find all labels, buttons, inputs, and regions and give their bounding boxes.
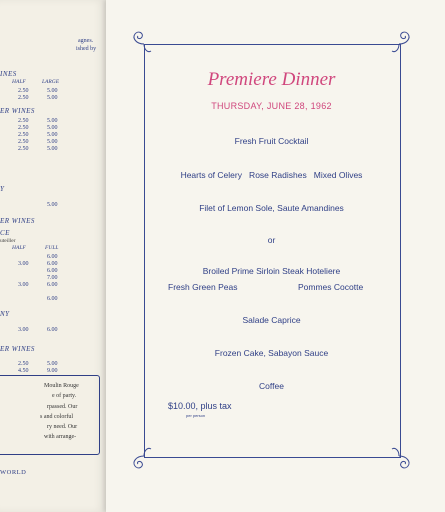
wine-price: 5.00 xyxy=(47,202,58,208)
menu-item: Fresh Fruit Cocktail xyxy=(234,136,309,146)
corner-flourish-top-right xyxy=(385,26,417,58)
corner-flourish-bottom-right xyxy=(385,442,417,474)
wine-price: 5.00 xyxy=(47,118,58,124)
wine-list-text: ished by xyxy=(76,46,97,52)
wine-price: 7.00 xyxy=(47,275,58,281)
menu-price: $10.00, plus tax xyxy=(168,401,232,411)
wine-price: 4.50 xyxy=(18,368,29,374)
wine-price: 2.50 xyxy=(18,146,29,152)
col-large-header: LARGE xyxy=(42,79,60,85)
wine-price: 3.00 xyxy=(18,327,29,333)
wine-price: 2.50 xyxy=(18,118,29,124)
wine-price: 5.00 xyxy=(47,88,58,94)
wine-list-heading: Y xyxy=(0,185,5,193)
promo-text: Moulin Rouge xyxy=(44,383,79,389)
wine-price: 5.00 xyxy=(47,95,58,101)
wine-price: 3.00 xyxy=(18,282,29,288)
wine-price: 5.00 xyxy=(47,125,58,131)
menu-item: Salade Caprice xyxy=(242,315,301,325)
promo-text: e of party. xyxy=(52,393,77,399)
wine-price: 6.00 xyxy=(47,296,58,302)
wine-price: 2.50 xyxy=(18,139,29,145)
wine-price: 3.00 xyxy=(18,261,29,267)
wine-price: 6.00 xyxy=(47,282,58,288)
promo-text: with arrange- xyxy=(44,434,77,440)
menu-item: Hearts of Celery Rose Radishes Mixed Olives xyxy=(180,170,363,180)
menu-title: Premiere Dinner xyxy=(207,69,336,90)
left-wine-list-panel xyxy=(0,0,107,512)
wine-list-note: uteiller xyxy=(0,238,16,244)
wine-price: 6.00 xyxy=(47,327,58,333)
wine-price: 9.00 xyxy=(47,368,58,374)
wine-price: 5.00 xyxy=(47,139,58,145)
wine-price: 5.00 xyxy=(47,146,58,152)
menu-date: THURSDAY, JUNE 28, 1962 xyxy=(211,101,332,111)
menu-item: Filet of Lemon Sole, Saute Amandines xyxy=(199,203,344,213)
promo-text: rpassed. Our xyxy=(47,404,78,410)
wine-price: 5.00 xyxy=(47,361,58,367)
wine-price: 2.50 xyxy=(18,88,29,94)
wine-price: 6.00 xyxy=(47,254,58,260)
wine-list-heading: ER WINES xyxy=(0,107,35,115)
left-footer-text: WORLD xyxy=(0,469,27,476)
menu-side-dish: Fresh Green Peas xyxy=(168,282,238,292)
col-half-header: HALF xyxy=(12,79,26,85)
wine-list-heading: ER WINES xyxy=(0,345,35,353)
corner-flourish-top-left xyxy=(126,26,158,58)
menu-side-dish: Pommes Cocotte xyxy=(298,282,364,292)
wine-price: 2.50 xyxy=(18,361,29,367)
menu-per-person: per person xyxy=(186,413,206,418)
col-half-header: HALF xyxy=(12,245,26,251)
wine-price: 2.50 xyxy=(18,132,29,138)
wine-price: 6.00 xyxy=(47,261,58,267)
wine-price: 2.50 xyxy=(18,125,29,131)
wine-price: 2.50 xyxy=(18,95,29,101)
menu-item-or: or xyxy=(267,235,276,245)
corner-flourish-bottom-left xyxy=(126,442,158,474)
menu-item: Broiled Prime Sirloin Steak Hoteliere xyxy=(202,266,341,276)
col-full-header: FULL xyxy=(45,245,59,251)
wine-price: 5.00 xyxy=(47,132,58,138)
wine-list-heading: CE xyxy=(0,229,10,237)
wine-list-heading: ER WINES xyxy=(0,217,35,225)
promo-text: ry need. Our xyxy=(47,424,78,430)
wine-price: 6.00 xyxy=(47,268,58,274)
wine-list-heading: INES xyxy=(0,70,17,78)
wine-list-text: agnes. xyxy=(78,38,94,44)
menu-item: Coffee xyxy=(259,381,284,391)
promo-text: s and colorful xyxy=(40,414,73,420)
wine-list-heading: NY xyxy=(0,310,10,318)
menu-item: Frozen Cake, Sabayon Sauce xyxy=(214,348,329,358)
